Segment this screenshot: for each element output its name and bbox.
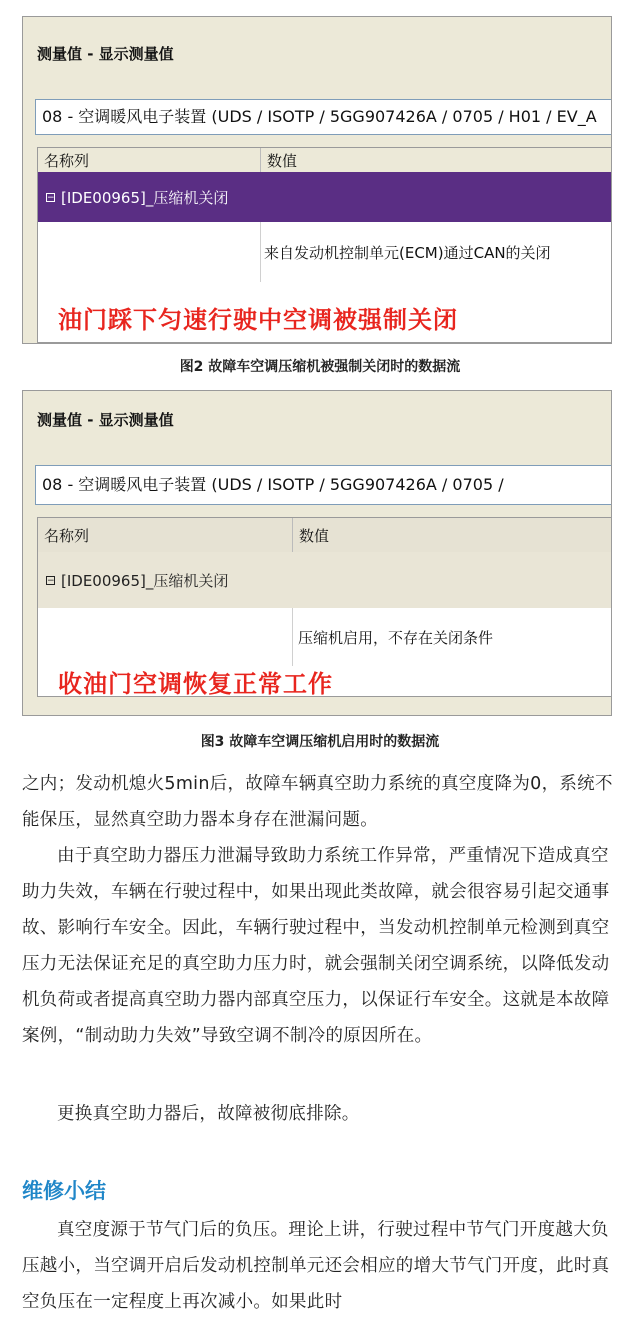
grid-header xyxy=(38,518,612,553)
section-heading: 维修小结 xyxy=(22,1179,106,1203)
figure2-screenshot xyxy=(22,16,612,344)
column-header-value[interactable]: 数值 xyxy=(260,148,612,172)
table-row[interactable] xyxy=(38,222,612,282)
annotation-text: 油门踩下匀速行驶中空调被强制关闭 xyxy=(58,306,458,334)
collapse-icon[interactable]: − xyxy=(47,192,55,203)
measured-value: 来自发动机控制单元(ECM)通过CAN的关闭 xyxy=(264,243,551,262)
table-row-selected[interactable] xyxy=(38,172,612,222)
group-label: [IDE00965]_压缩机关闭 xyxy=(61,571,229,590)
body-paragraph: 由于真空助力器压力泄漏导致助力系统工作异常，严重情况下造成真空助力失效，车辆在行驶过程中，如果出现此类故障，就会很容易引起交通事故、影响行车安全。因此，车辆行驶过程中，当发动机控制单元检测到真空压力无法保证充足的真空助力压力时，就会强制关闭空调系统，以降低发动机负荷或者提高真空助力器内部真空压力，以保证行车安全。这就是本故障案例，“制动助力失效”导致空调不制冷的原因所在。 xyxy=(22,846,610,1046)
grid-header xyxy=(38,148,612,173)
figure-caption: 图2 故障车空调压缩机被强制关闭时的数据流 xyxy=(179,359,461,375)
annotation-text: 收油门空调恢复正常工作 xyxy=(58,670,333,697)
body-paragraph: 更换真空助力器后，故障被彻底排除。 xyxy=(57,1104,360,1124)
body-paragraph: 之内；发动机熄火5min后，故障车辆真空助力系统的真空度降为0，系统不能保压，显然真空助力器本身存在泄漏问题。 xyxy=(22,774,613,830)
column-header-name[interactable]: 名称列 xyxy=(44,151,90,170)
collapse-icon[interactable]: − xyxy=(47,575,55,586)
window-title: 测量值 - 显示测量值 xyxy=(37,45,174,63)
figure-caption: 图3 故障车空调压缩机启用时的数据流 xyxy=(200,734,440,750)
ecu-selector[interactable]: 08 - 空调暖风电子装置 (UDS / ISOTP / 5GG907426A / 0705 / xyxy=(35,465,612,505)
measured-value: 压缩机启用，不存在关闭条件 xyxy=(298,628,494,647)
table-row[interactable] xyxy=(38,608,612,666)
body-paragraph: 真空度源于节气门后的负压。理论上讲，行驶过程中节气门开度越大负压越小，当空调开启后发动机控制单元还会相应的增大节气门开度，此时真空负压在一定程度上再次减小。如果此时 xyxy=(22,1220,610,1312)
measurement-grid xyxy=(37,147,612,343)
group-label: [IDE00965]_压缩机关闭 xyxy=(61,188,229,207)
ecu-selector[interactable]: 08 - 空调暖风电子装置 (UDS / ISOTP / 5GG907426A / 0705 / H01 / EV_A xyxy=(35,99,612,135)
figure3-screenshot xyxy=(22,390,612,716)
column-header-name[interactable]: 名称列 xyxy=(44,526,90,545)
table-row-group[interactable] xyxy=(38,552,612,608)
measurement-grid xyxy=(37,517,612,697)
column-header-value[interactable]: 数值 xyxy=(292,518,612,552)
column-divider xyxy=(292,608,293,666)
column-divider xyxy=(260,222,261,282)
window-title: 测量值 - 显示测量值 xyxy=(37,411,174,429)
